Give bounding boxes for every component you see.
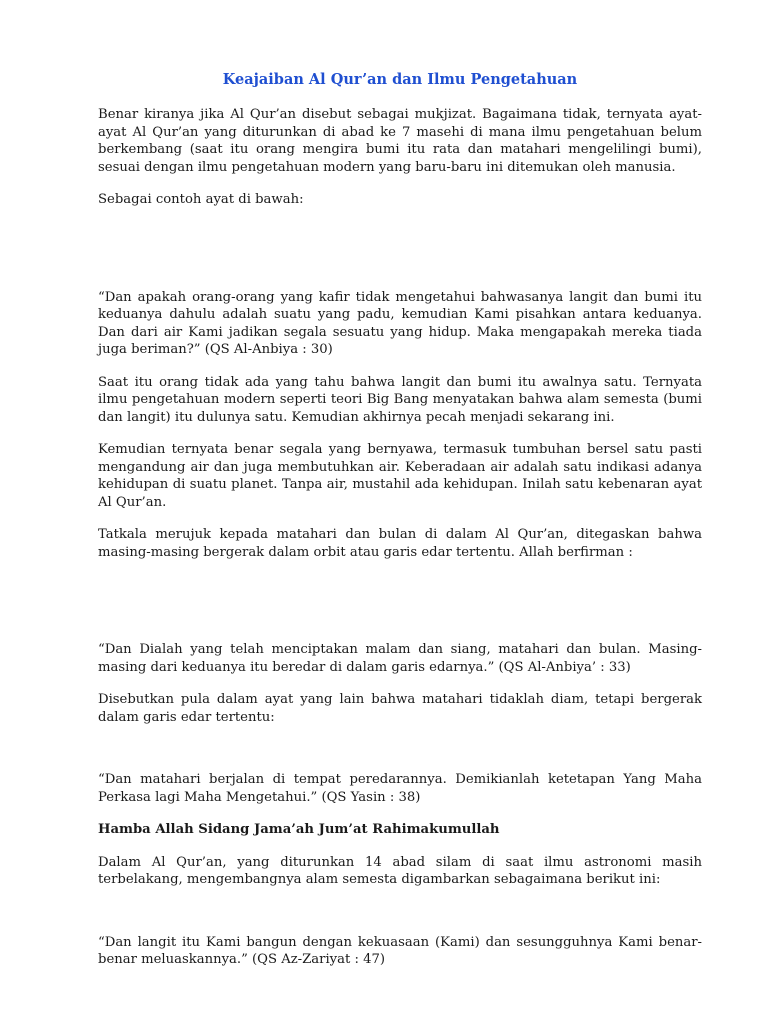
paragraph-orbit: Tatkala merujuk kepada matahari dan bulan di dalam Al Qur’an, ditegaskan bahwa masing-masing bergerak dalam orbit atau garis edar tertentu. Allah berfirman : [98, 527, 702, 560]
quote-az-zariyat-47: “Dan langit itu Kami bangun dengan kekuasaan (Kami) dan sesungguhnya Kami benar-benar meluaskannya.” (QS Az-Zariyat : 47) [98, 934, 702, 967]
verse-image-placeholder [98, 726, 702, 771]
paragraph-expansion: Dalam Al Qur’an, yang diturunkan 14 abad silam di saat ilmu astronomi masih terbelakang, mengembangnya alam semesta digambarkan sebagaimana berikut ini: [98, 854, 702, 887]
verse-image-placeholder [98, 209, 702, 289]
paragraph-example-intro: Sebagai contoh ayat di bawah: [98, 192, 304, 207]
quote-yasin-38: “Dan matahari berjalan di tempat peredarannya. Demikianlah ketetapan Yang Maha Perkasa lagi Maha Mengetahui.” (QS Yasin : 38) [98, 772, 702, 805]
paragraph-big-bang: Saat itu orang tidak ada yang tahu bahwa langit dan bumi itu awalnya satu. Ternyata ilmu pengetahuan modern seperti teori Big Bang menyatakan bahwa alam semesta (bumi dan langit) itu dulunya satu. Kemudian akhirnya pecah menjadi sekarang ini. [98, 374, 702, 425]
paragraph-water: Kemudian ternyata benar segala yang bernyawa, termasuk tumbuhan bersel satu pasti mengandung air dan juga membutuhkan air. Keberadaan air adalah satu indikasi adanya kehidupan di suatu planet. Tanpa air, mustahil ada kehidupan. Inilah satu kebenaran ayat Al Qur’an. [98, 442, 702, 510]
verse-image-placeholder [98, 889, 702, 934]
quote-al-anbiya-30: “Dan apakah orang-orang yang kafir tidak mengetahui bahwasanya langit dan bumi itu keduanya dahulu adalah suatu yang padu, kemudian Kami pisahkan antara keduanya. Dan dari air Kami jadikan segala sesuatu yang hidup. Maka mengapakah mereka tiada juga beriman?” (QS Al-Anbiya : 30) [98, 289, 702, 357]
quote-al-anbiya-33: “Dan Dialah yang telah menciptakan malam dan siang, matahari dan bulan. Masing-masing dari keduanya itu beredar di dalam garis edarnya.” (QS Al-Anbiya’ : 33) [98, 642, 702, 675]
document-page [98, 66, 702, 969]
section-heading: Hamba Allah Sidang Jama’ah Jum’at Rahimakumullah [98, 822, 500, 837]
paragraph-intro: Benar kiranya jika Al Qur’an disebut sebagai mukjizat. Bagaimana tidak, ternyata ayat-ayat Al Qur’an yang diturunkan di abad ke 7 masehi di mana ilmu pengetahuan belum berkembang (saat itu orang mengira bumi itu rata dan matahari mengelilingi bumi), sesuai dengan ilmu pengetahuan modern yang baru-baru ini ditemukan oleh manusia. [98, 107, 702, 175]
document-title: Keajaiban Al Qur’an dan Ilmu Pengetahuan [222, 71, 578, 88]
verse-image-placeholder [98, 561, 702, 641]
paragraph-sun-moves: Disebutkan pula dalam ayat yang lain bahwa matahari tidaklah diam, tetapi bergerak dalam garis edar tertentu: [98, 692, 702, 725]
